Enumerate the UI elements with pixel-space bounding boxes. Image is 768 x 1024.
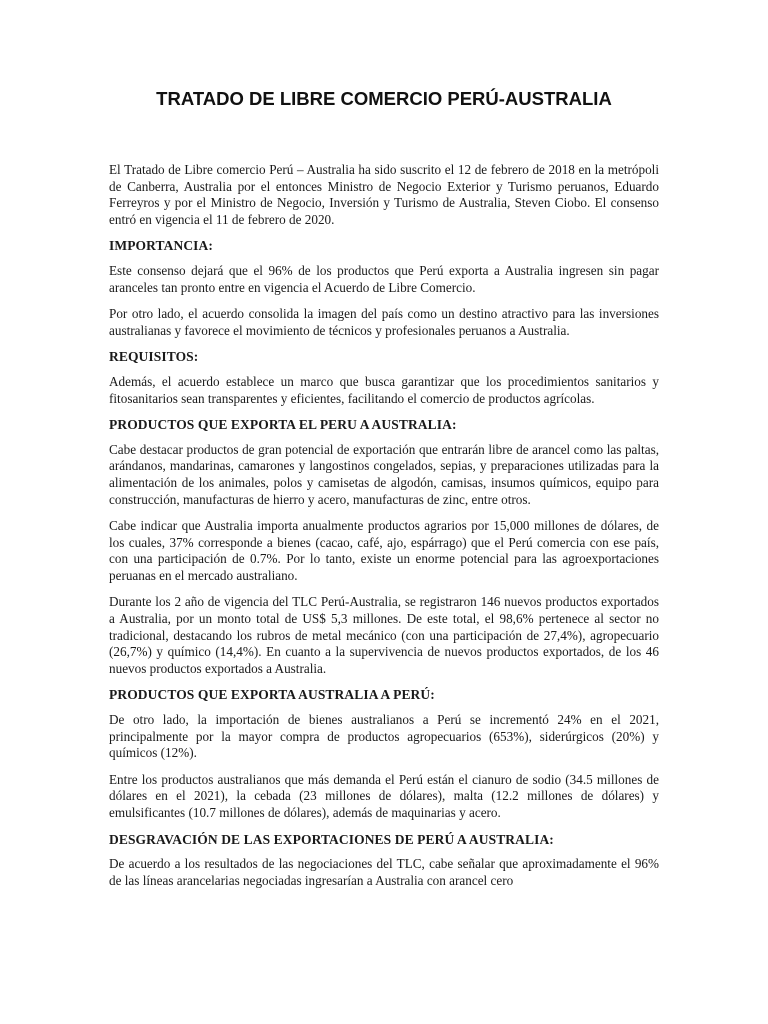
- document-body: [109, 162, 659, 899]
- paragraph: De otro lado, la importación de bienes australianos a Perú se incrementó 24% en el 2021, principalmente por la mayor compra de productos agropecuarios (653%), siderúrgicos (20%) y químicos (12%).: [109, 712, 659, 761]
- paragraph: Además, el acuerdo establece un marco que busca garantizar que los procedimientos sanitarios y fitosanitarios sean transparentes y eficientes, facilitando el comercio de productos agrícolas.: [109, 373, 659, 406]
- section-heading-desgravacion: DESGRAVACIÓN DE LAS EXPORTACIONES DE PERÚ A AUSTRALIA:: [109, 831, 554, 847]
- paragraph: Por otro lado, el acuerdo consolida la imagen del país como un destino atractivo para las inversiones australianas y favorece el movimiento de técnicos y profesionales peruanos a Australia.: [109, 306, 659, 338]
- paragraph: Cabe indicar que Australia importa anualmente productos agrarios por 15,000 millones de dólares, de los cuales, 37% corresponde a bienes (cacao, café, ajo, espárrago) que el Perú comercia con ese país, con una participación de 0.7%. Por lo tanto, existe un enorme potencial para las agroexportaciones peruanas en el mercado australiano.: [109, 518, 659, 583]
- section-heading-exports-australia: PRODUCTOS QUE EXPORTA AUSTRALIA A PERÚ:: [109, 687, 435, 703]
- paragraph: Cabe destacar productos de gran potencial de exportación que entrarán libre de arancel como las paltas, arándanos, mandarinas, camarones y langostinos congelados, sepias, y preparaciones utilizadas para la alimentación de los animales, polos y camisetas de algodón, camisas, insumos químicos, equipo para construcción, manufacturas de hierro y acero, manufacturas de zinc, entre otros.: [109, 441, 659, 507]
- section-heading-requisitos: REQUISITOS:: [109, 349, 199, 365]
- intro-paragraph: El Tratado de Libre comercio Perú – Australia ha sido suscrito el 12 de febrero de 2018 en la metrópoli de Canberra, Australia por el entonces Ministro de Negocio Exterior y Turismo peruanos, Eduardo Ferreyros y por el Ministro de Negocio, Inversión y Turismo de Australia, Steven Ciobo. El consenso entró en vigencia el 11 de febrero de 2020.: [109, 162, 659, 227]
- paragraph: Este consenso dejará que el 96% de los productos que Perú exporta a Australia ingresen sin pagar aranceles tan pronto entre en vigencia el Acuerdo de Libre Comercio.: [109, 262, 659, 295]
- paragraph: De acuerdo a los resultados de las negociaciones del TLC, cabe señalar que aproximadamente el 96% de las líneas arancelarias negociadas ingresarían a Australia con arancel cero: [109, 856, 659, 888]
- document-title: TRATADO DE LIBRE COMERCIO PERÚ-AUSTRALIA: [156, 88, 612, 109]
- paragraph: Durante los 2 año de vigencia del TLC Perú-Australia, se registraron 146 nuevos productos exportados a Australia, por un monto total de US$ 5,3 millones. De este total, el 98,6% pertenece al sector no tradicional, destacando los rubros de metal mecánico (con una participación de 27,4%), agropecuario (26,7%) y químico (14,4%). En cuanto a la supervivencia de nuevos productos exportados, de los 46 nuevos productos exportados a Australia.: [109, 594, 659, 676]
- paragraph: Entre los productos australianos que más demanda el Perú están el cianuro de sodio (34.5 millones de dólares en el 2021), la cebada (23 millones de dólares), malta (12.2 millones de dólares) y emulsificantes (10.7 millones de dólares), además de maquinarias y acero.: [109, 771, 659, 820]
- section-heading-importancia: IMPORTANCIA:: [109, 238, 213, 254]
- section-heading-exports-peru: PRODUCTOS QUE EXPORTA EL PERU A AUSTRALIA:: [109, 417, 457, 433]
